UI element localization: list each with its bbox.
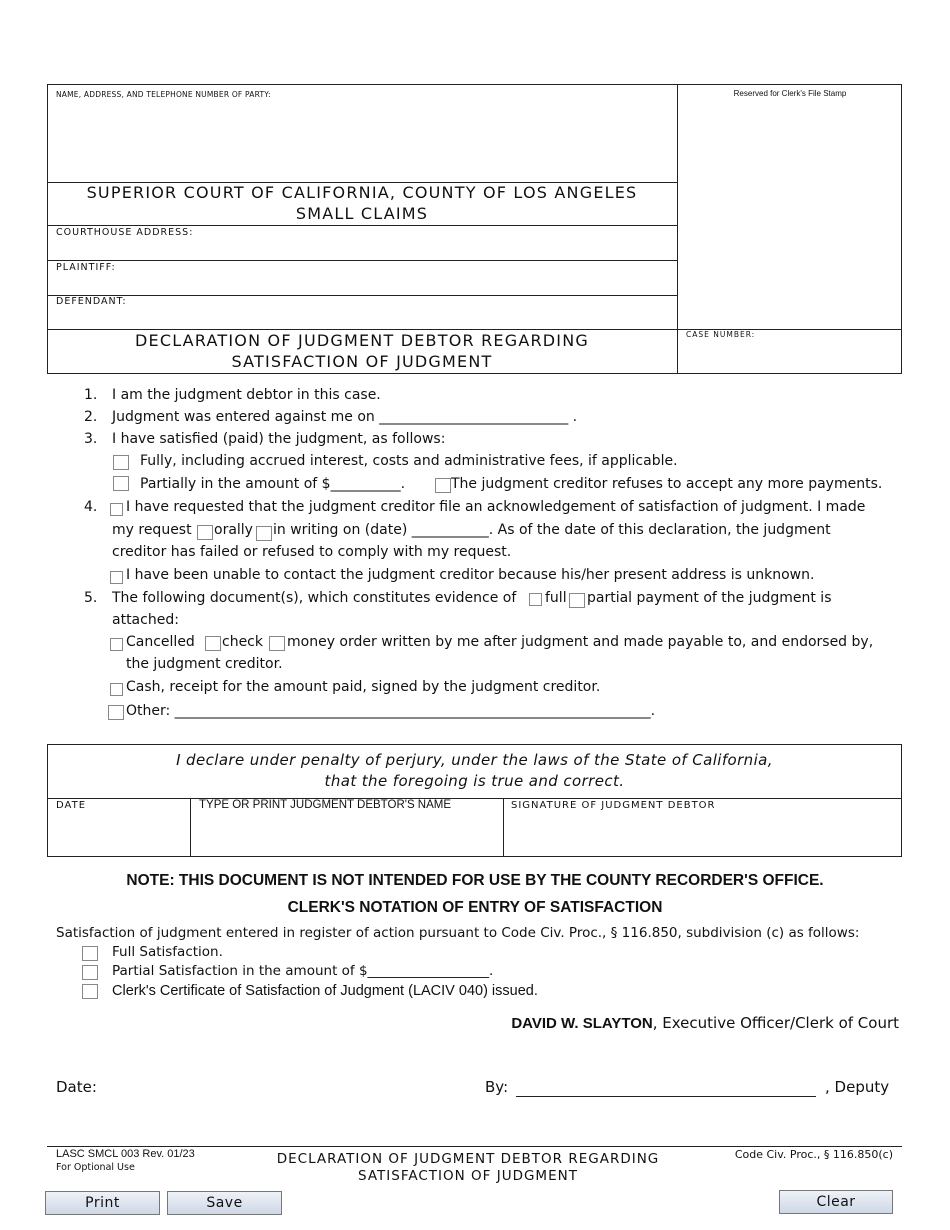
- item-5-attached: attached:: [112, 612, 179, 628]
- item-4-continued: creditor has failed or refused to comply with my request.: [112, 544, 512, 560]
- item-5-text: The following document(s), which constitutes evidence of: [112, 590, 517, 606]
- plaintiff-bottom-line: [47, 295, 677, 296]
- date-column-divider: [190, 798, 191, 857]
- item-4-number: 4.: [84, 499, 98, 515]
- court-division: SMALL CLAIMS: [295, 204, 429, 223]
- item-4-text: I have requested that the judgment creditor file an acknowledgement of satisfaction of judgment. I made: [126, 499, 866, 515]
- court-name: SUPERIOR COURT OF CALIFORNIA, COUNTY OF LOS ANGELES: [86, 183, 638, 202]
- declaration-statement-2: that the foregoing is true and correct.: [324, 772, 625, 790]
- print-button[interactable]: Print: [45, 1191, 160, 1215]
- cash-label: Cash, receipt for the amount paid, signed by the judgment creditor.: [126, 679, 601, 695]
- unable-contact-checkbox[interactable]: [110, 571, 123, 584]
- signature-label: SIGNATURE OF JUDGMENT DEBTOR: [511, 800, 716, 811]
- full-payment-checkbox[interactable]: [529, 593, 542, 606]
- clerk-stamp-label: Reserved for Clerk's File Stamp: [733, 89, 847, 98]
- name-column-divider: [503, 798, 504, 857]
- clerk-certificate-checkbox[interactable]: [82, 984, 98, 999]
- courthouse-bottom-line: [47, 260, 677, 261]
- form-subtitle: SATISFACTION OF JUDGMENT: [231, 352, 493, 371]
- clerk-certificate-label: Clerk's Certificate of Satisfaction of Judgment (LACIV 040) issued.: [112, 983, 538, 999]
- optional-use: For Optional Use: [56, 1162, 135, 1173]
- partial-payment-checkbox[interactable]: [569, 593, 585, 608]
- partial-satisfaction-checkbox[interactable]: [82, 965, 98, 980]
- partial-payment-label: partial payment of the judgment is: [587, 590, 832, 606]
- code-citation: Code Civ. Proc., § 116.850(c): [734, 1148, 893, 1161]
- plaintiff-label: PLAINTIFF:: [56, 262, 116, 273]
- refuses-checkbox[interactable]: [435, 478, 451, 493]
- item-1-text: I am the judgment debtor in this case.: [112, 387, 381, 403]
- item-3-text: I have satisfied (paid) the judgment, as follows:: [112, 431, 446, 447]
- full-satisfaction-label: Full Satisfaction.: [112, 944, 223, 960]
- declaration-statement: I declare under penalty of perjury, under the laws of the State of California,: [176, 751, 773, 769]
- deputy-label: , Deputy: [825, 1078, 890, 1096]
- cash-checkbox[interactable]: [110, 683, 123, 696]
- fully-checkbox[interactable]: [113, 455, 129, 470]
- orally-checkbox[interactable]: [197, 525, 213, 540]
- other-checkbox[interactable]: [108, 705, 124, 720]
- date-label: DATE: [56, 800, 87, 811]
- save-button[interactable]: Save: [167, 1191, 282, 1215]
- recorder-note: NOTE: THIS DOCUMENT IS NOT INTENDED FOR USE BY THE COUNTY RECORDER'S OFFICE.: [126, 872, 824, 889]
- deputy-signature-line[interactable]: [516, 1096, 816, 1097]
- money-order-label: money order written by me after judgment and made payable to, and endorsed by,: [287, 634, 874, 650]
- cancelled-label: Cancelled: [126, 634, 195, 650]
- officer-name: DAVID W. SLAYTON: [511, 1015, 653, 1032]
- partial-satisfaction-label: Partial Satisfaction in the amount of $__________________.: [112, 963, 494, 979]
- partially-checkbox[interactable]: [113, 476, 129, 491]
- cancelled-checkbox[interactable]: [110, 638, 123, 651]
- requested-checkbox[interactable]: [110, 503, 123, 516]
- orally-label: orally: [214, 522, 253, 538]
- my-request-label: my request: [112, 522, 192, 538]
- unable-contact-label: I have been unable to contact the judgment creditor because his/her present address is unknown.: [126, 567, 815, 583]
- caption-divider: [677, 84, 678, 374]
- in-writing-label: in writing on (date) ___________. As of the date of this declaration, the judgment: [273, 522, 831, 538]
- declaration-divider: [47, 798, 902, 799]
- check-label: check: [222, 634, 263, 650]
- courthouse-label: COURTHOUSE ADDRESS:: [56, 227, 194, 238]
- other-label: Other: ____________________________________________________________________.: [126, 703, 656, 719]
- full-payment-label: full: [545, 590, 567, 606]
- check-checkbox[interactable]: [205, 636, 221, 651]
- satisfaction-intro: Satisfaction of judgment entered in register of action pursuant to Code Civ. Proc., § 116.850, subdivision (c) as follows:: [56, 925, 860, 941]
- clear-button[interactable]: Clear: [779, 1190, 893, 1214]
- footer-title: DECLARATION OF JUDGMENT DEBTOR REGARDING: [276, 1151, 660, 1167]
- clerk-date-label: Date:: [56, 1078, 97, 1096]
- form-id: LASC SMCL 003 Rev. 01/23: [56, 1148, 195, 1160]
- party-label: NAME, ADDRESS, AND TELEPHONE NUMBER OF PARTY:: [56, 90, 271, 99]
- item-2-text: Judgment was entered against me on ___________________________ .: [112, 409, 578, 425]
- clerk-notation-title: CLERK'S NOTATION OF ENTRY OF SATISFACTION: [287, 899, 663, 916]
- defendant-bottom-line: [47, 329, 902, 330]
- fully-label: Fully, including accrued interest, costs and administrative fees, if applicable.: [140, 453, 678, 469]
- full-satisfaction-checkbox[interactable]: [82, 946, 98, 961]
- officer-title: , Executive Officer/Clerk of Court: [652, 1014, 899, 1032]
- item-3-number: 3.: [84, 431, 98, 447]
- refuses-label: The judgment creditor refuses to accept any more payments.: [451, 476, 883, 492]
- item-2-number: 2.: [84, 409, 98, 425]
- defendant-label: DEFENDANT:: [56, 296, 127, 307]
- in-writing-checkbox[interactable]: [256, 526, 272, 541]
- footer-rule: [47, 1146, 902, 1147]
- footer-subtitle: SATISFACTION OF JUDGMENT: [358, 1168, 578, 1184]
- money-order-continued: the judgment creditor.: [126, 656, 283, 672]
- item-1-number: 1.: [84, 387, 98, 403]
- form-title: DECLARATION OF JUDGMENT DEBTOR REGARDING: [135, 331, 589, 350]
- court-bottom-line: [47, 225, 677, 226]
- money-order-checkbox[interactable]: [269, 636, 285, 651]
- by-label: By:: [485, 1078, 509, 1096]
- partially-label: Partially in the amount of $__________.: [140, 476, 406, 492]
- debtor-name-label: TYPE OR PRINT JUDGMENT DEBTOR'S NAME: [199, 799, 452, 811]
- executive-officer: [511, 1014, 899, 1032]
- item-5-number: 5.: [84, 590, 98, 606]
- case-number-label: CASE NUMBER:: [686, 330, 756, 339]
